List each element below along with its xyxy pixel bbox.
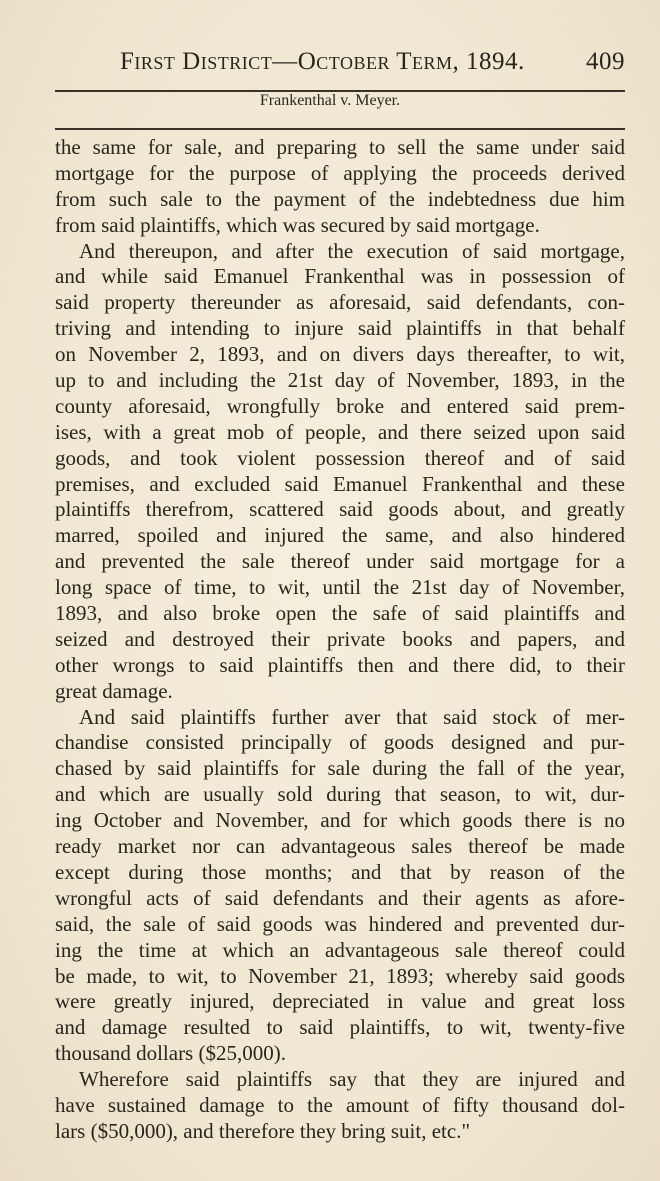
text-line: and damage resulted to said plaintiffs, to wit, twenty-five bbox=[55, 1015, 625, 1040]
text-line: and prevented the sale thereof under said mortgage for a bbox=[55, 549, 625, 574]
text-line: other wrongs to said plaintiffs then and there did, to their bbox=[55, 652, 625, 677]
text-line: goods, and took violent possession thereof and of said bbox=[55, 445, 625, 470]
text-line: ing the time at which an advantageous sale thereof could bbox=[55, 937, 625, 962]
text-line: mortgage for the purpose of applying the proceeds derived bbox=[55, 160, 625, 185]
text-line: from such sale to the payment of the indebtedness due him bbox=[55, 186, 625, 211]
running-head-title: First District—October Term, 1894. bbox=[120, 48, 525, 75]
text-line: premises, and excluded said Emanuel Frankenthal and these bbox=[55, 471, 625, 496]
text-line: except during those months; and that by reason of the bbox=[55, 859, 625, 884]
page-number: 409 bbox=[586, 48, 625, 75]
text-line: And thereupon, and after the execution of said mortgage, bbox=[79, 238, 625, 263]
text-line: and which are usually sold during that season, to wit, dur- bbox=[55, 782, 625, 807]
text-line: plaintiffs therefrom, scattered said goods about, and greatly bbox=[55, 497, 625, 522]
text-line: from said plaintiffs, which was secured by said mortgage. bbox=[55, 212, 540, 237]
text-line: ises, with a great mob of people, and there seized upon said bbox=[55, 419, 625, 444]
text-line: on November 2, 1893, and on divers days thereafter, to wit, bbox=[55, 342, 625, 367]
text-line: have sustained damage to the amount of fifty thousand dol- bbox=[55, 1092, 625, 1117]
text-line: the same for sale, and preparing to sell the same under said bbox=[55, 135, 625, 159]
running-header bbox=[120, 48, 625, 80]
text-line: up to and including the 21st day of November, 1893, in the bbox=[55, 368, 625, 393]
case-caption: Frankenthal v. Meyer. bbox=[259, 92, 401, 109]
text-line: thousand dollars ($25,000). bbox=[55, 1041, 286, 1066]
text-line: And said plaintiffs further aver that said stock of mer- bbox=[79, 704, 625, 729]
body-text bbox=[55, 135, 625, 1145]
text-line: Wherefore said plaintiffs say that they are injured and bbox=[79, 1067, 625, 1092]
text-line: ready market nor can advantageous sales thereof be made bbox=[55, 834, 625, 859]
text-line: long space of time, to wit, until the 21st day of November, bbox=[55, 575, 625, 600]
text-line: great damage. bbox=[55, 678, 173, 703]
text-line: 1893, and also broke open the safe of said plaintiffs and bbox=[55, 601, 625, 626]
text-line: wrongful acts of said defendants and their agents as afore- bbox=[55, 885, 625, 910]
text-line: chased by said plaintiffs for sale during the fall of the year, bbox=[55, 756, 625, 781]
text-line: marred, spoiled and injured the same, and also hindered bbox=[55, 523, 625, 548]
text-line: seized and destroyed their private books and papers, and bbox=[55, 626, 625, 651]
text-line: lars ($50,000), and therefore they bring suit, etc." bbox=[55, 1118, 471, 1143]
text-line: said property thereunder as aforesaid, said defendants, con- bbox=[55, 290, 625, 315]
text-line: county aforesaid, wrongfully broke and entered said prem- bbox=[55, 393, 625, 418]
text-line: said, the sale of said goods was hindered and prevented dur- bbox=[55, 911, 625, 936]
text-line: be made, to wit, to November 21, 1893; whereby said goods bbox=[55, 963, 625, 988]
text-line: and while said Emanuel Frankenthal was in possession of bbox=[55, 264, 625, 289]
text-line: chandise consisted principally of goods designed and pur- bbox=[55, 730, 625, 755]
text-line: were greatly injured, depreciated in value and great loss bbox=[55, 989, 625, 1014]
text-line: ing October and November, and for which goods there is no bbox=[55, 808, 625, 833]
header-rule-bottom bbox=[55, 128, 625, 130]
text-line: triving and intending to injure said plaintiffs in that behalf bbox=[55, 316, 625, 341]
